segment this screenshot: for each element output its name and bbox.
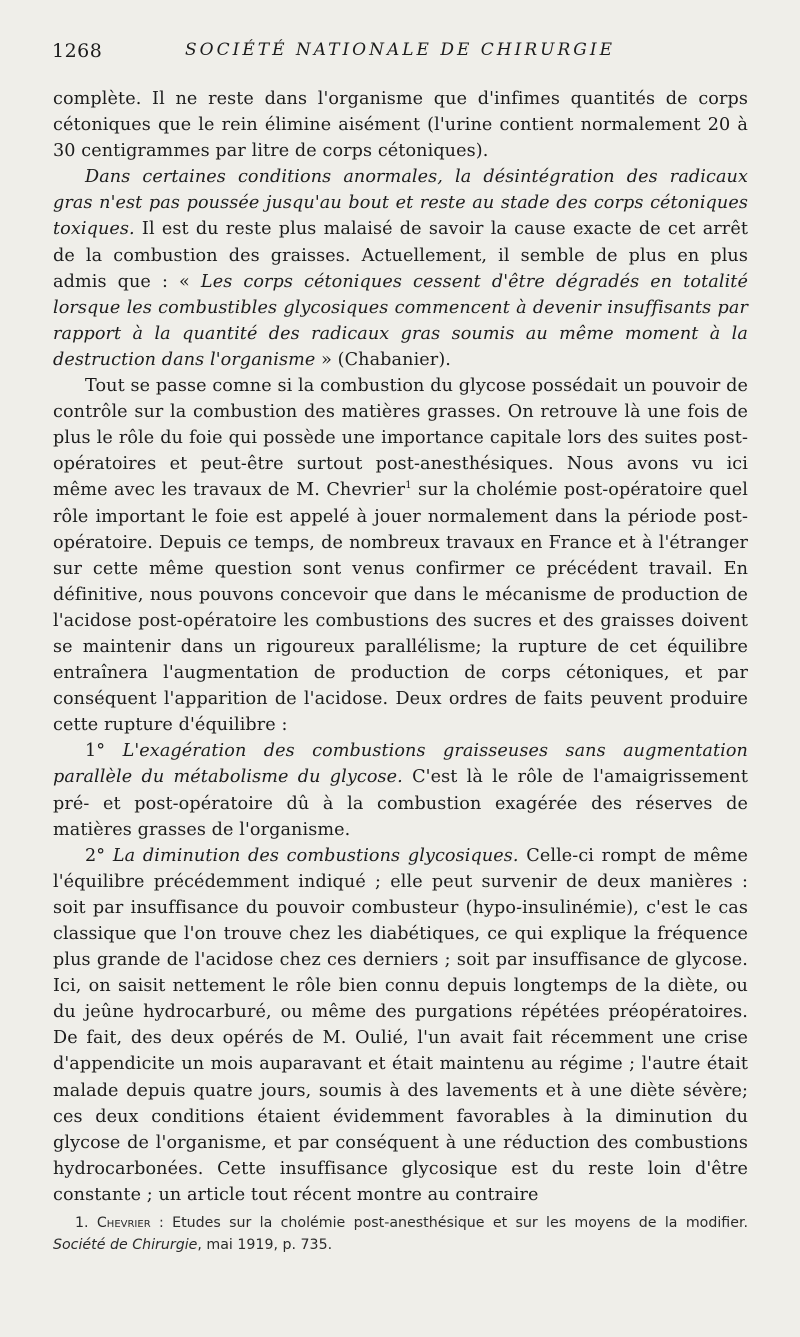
footnote-journal: Société de Chirurgie (53, 1237, 198, 1253)
paragraph-4-italic: L'exagération des combustions graisseuses sans augmentation parallèle du métabolisme du glycose. (53, 741, 748, 788)
footnote-ref[interactable]: 1 (405, 480, 412, 492)
paragraph-2-text-a: Il est du reste plus malaisé de savoir la cause exacte de cet arrêt de la combustion des graisses. Actuellement, il semble de plus en plus admis que : « (53, 219, 748, 292)
footnote (53, 1212, 748, 1256)
running-title: SOCIÉTÉ NATIONALE DE CHIRURGIE (185, 40, 615, 60)
paragraph-3-text-a: Tout se passe comne si la combustion du glycose possédait un pouvoir de contrôle sur la combustion des matières grasses. On retrouve là une fois de plus le rôle du foie qui possède une importance capitale lors des suites post-opératoires et peut-être surtout post-anesthésiques. Nous avons vu ici même avec les travaux de M. Chevrier (53, 376, 748, 501)
footnote-number: 1. (75, 1215, 89, 1231)
paragraph-2-text-b: » (Chabanier). (315, 349, 451, 370)
paragraph-5-number: 2° (85, 845, 106, 866)
paragraph-5-text: Celle-ci rompt de même l'équilibre précédemment indiqué ; elle peut survenir de deux manières : soit par insuffisance du pouvoir combusteur (hypo-insulinémie), c'est le cas classique que l'on trouve chez les diabétiques, ce qui explique la fréquence plus grande de l'acidose chez ces derniers ; soit par insuffisance de glycose. Ici, on saisit nettement le rôle bien connu depuis longtemps de la diète, ou du jeûne hydrocarburé, ou même des purgations répétées préopératoires. De fait, des deux opérés de M. Oulié, l'un avait fait récemment une crise d'appendicite un mois auparavant et était maintenu au régime ; l'autre était malade depuis quatre jours, soumis à des lavements et à une diète sévère; ces deux conditions étaient évidemment favorables à la diminution du glycose de l'organisme, et par conséquent à une réduction des combustions hydrocarbonées. Cette insuffisance glycosique est du reste loin d'être constante ; un article tout récent montre au contraire (53, 845, 748, 1205)
paragraph-3 (53, 373, 748, 738)
paragraph-5-italic: La diminution des combustions glycosiques. (112, 845, 519, 866)
paragraph-2-italic-a: Dans certaines conditions anormales, la désintégration des radicaux gras n'est pas poussée jusqu'au bout et reste au stade des corps cétoniques toxiques. (53, 167, 748, 240)
paragraph-5 (53, 843, 748, 1208)
body-text (53, 86, 748, 1208)
paragraph-1 (53, 86, 748, 164)
paragraph-4-text: C'est là le rôle de l'amaigrissement pré- et post-opératoire dû à la combustion exagérée des réserves de matières grasses de l'organisme. (53, 767, 748, 840)
paragraph-4-number: 1° (85, 741, 106, 762)
footnote-text-b: , mai 1919, p. 735. (197, 1237, 333, 1253)
paragraph-1-text: complète. Il ne reste dans l'organisme que d'infimes quantités de corps cétoniques que le rein élimine aisément (l'urine contient normalement 20 à 30 centigrammes par litre de corps cétoniques). (53, 89, 748, 162)
paragraph-3-text-b: sur la cholémie post-opératoire quel rôle important le foie est appelé à jouer normalement dans la période post-opératoire. Depuis ce temps, de nombreux travaux en France et à l'étranger sur cette même question sont venus confirmer ce précédent travail. En définitive, nous pouvons concevoir que dans le mécanisme de production de l'acidose post-opératoire les combustions des sucres et des graisses doivent se maintenir dans un rigoureux parallélisme; la rupture de cet équilibre entraînera l'augmentation de production de corps cétoniques, et par conséquent l'apparition de l'acidose. Deux ordres de faits peuvent produire cette rupture d'équilibre : (53, 480, 748, 736)
page-header (52, 40, 748, 66)
footnote-author: Chevrier (96, 1215, 151, 1231)
paragraph-2-quote: Les corps cétoniques cessent d'être dégradés en totalité lorsque les combustibles glycosiques commencent à devenir insuffisants par rapport à la quantité des radicaux gras soumis au même moment à la destruction dans l'organisme (53, 271, 748, 370)
page-number: 1268 (52, 40, 103, 62)
footnote-text-a: : Etudes sur la cholémie post-anesthésique et sur les moyens de la modifier. (150, 1215, 748, 1231)
paragraph-2 (53, 164, 748, 373)
paragraph-4 (53, 738, 748, 842)
footnote-1 (53, 1212, 748, 1256)
